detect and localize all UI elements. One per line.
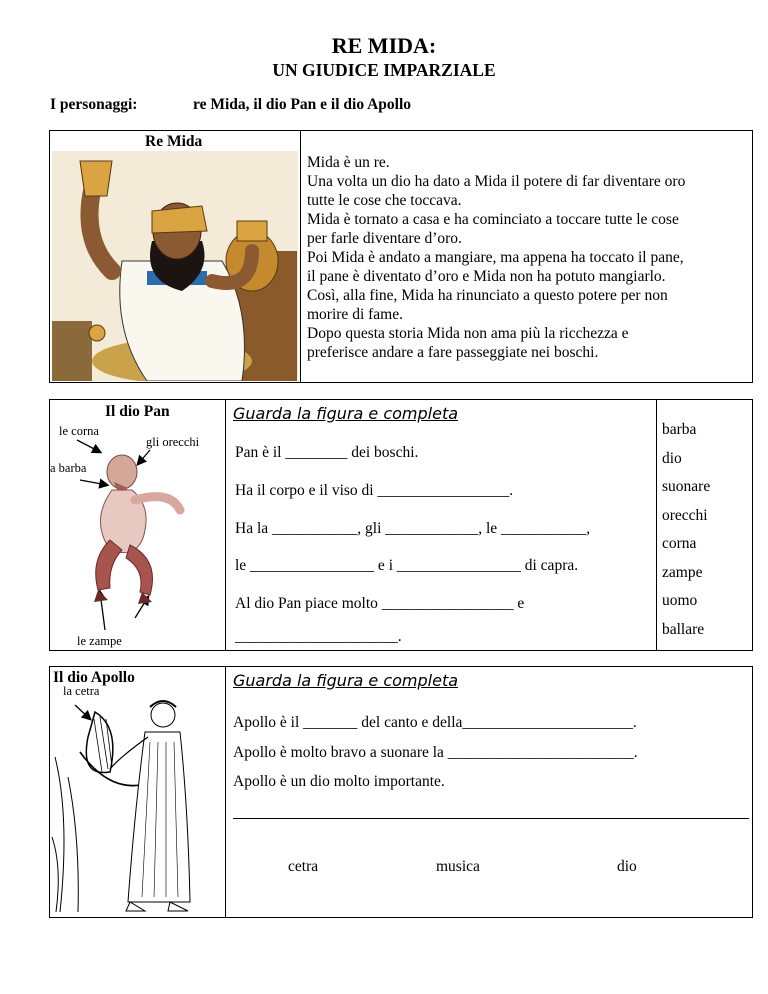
pan-illustration	[50, 420, 225, 650]
apollo-title: Il dio Apollo	[53, 669, 135, 686]
apollo-instruction: Guarda la figura e completa	[233, 671, 459, 690]
apollo-sentence: Apollo è un dio molto importante.	[233, 773, 445, 790]
king-midas-illustration	[52, 151, 298, 381]
apollo-word-option: dio	[617, 858, 637, 875]
pan-sentence: Pan è il ________ dei boschi.	[235, 444, 419, 461]
mida-title: Re Mida	[145, 133, 203, 150]
mida-story-line: per farle diventare d’oro.	[307, 230, 462, 247]
pan-sentence: Al dio Pan piace molto _________________ e	[235, 595, 525, 612]
word-option: suonare	[662, 478, 711, 495]
mida-story-line: Così, alla fine, Mida ha rinunciato a questo potere per non	[307, 287, 668, 304]
apollo-answer-line	[233, 818, 749, 819]
label-beard: a barba	[50, 461, 87, 475]
apollo-word-option: musica	[436, 858, 480, 875]
pan-section	[49, 399, 753, 651]
mida-story-line: Dopo questa storia Mida non ama più la ricchezza e	[307, 325, 629, 342]
word-option: dio	[662, 449, 682, 467]
mida-section	[49, 130, 753, 383]
label-horns: le corna	[59, 424, 99, 438]
mida-story-line: preferisce andare a fare passeggiate nei boschi.	[307, 344, 599, 361]
apollo-word-option: cetra	[288, 858, 319, 875]
pan-sentence: Ha il corpo e il viso di _________________.	[235, 482, 514, 499]
word-option: barba	[662, 421, 697, 438]
apollo-sentence: Apollo è il _______ del canto e della______________________.	[233, 714, 637, 731]
pan-divider-left	[225, 400, 226, 650]
label-legs: le zampe	[77, 634, 122, 648]
mida-story-line: il pane è diventato d’oro e Mida non ha potuto mangiarlo.	[307, 268, 666, 285]
pan-sentence: le ________________ e i ________________ di capra.	[235, 557, 579, 574]
pan-divider-right	[656, 400, 657, 650]
mida-divider	[300, 131, 301, 382]
mida-story-line: tutte le cose che toccava.	[307, 192, 462, 209]
apollo-section	[49, 666, 753, 918]
word-option: ballare	[662, 620, 705, 638]
word-option: zampe	[662, 563, 703, 581]
word-option: uomo	[662, 592, 698, 609]
label-ears: gli orecchi	[146, 435, 200, 449]
page-title: RE MIDA:	[331, 33, 437, 58]
pan-sentence: _____________________.	[235, 628, 402, 645]
apollo-sentence: Apollo è molto bravo a suonare la ________________________.	[233, 744, 638, 761]
mida-story-line: morire di fame.	[307, 306, 403, 323]
pan-instruction: Guarda la figura e completa	[233, 404, 459, 423]
mida-story-line: Poi Mida è andato a mangiare, ma appena ha toccato il pane,	[307, 249, 684, 266]
pan-title: Il dio Pan	[105, 403, 170, 420]
apollo-illustration	[50, 697, 225, 917]
pan-sentence: Ha la ___________, gli ____________, le ___________,	[235, 520, 591, 537]
characters-value: re Mida, il dio Pan e il dio Apollo	[193, 96, 412, 113]
page-subtitle: UN GIUDICE IMPARZIALE	[272, 60, 496, 80]
label-lyre: la cetra	[63, 684, 100, 698]
apollo-divider	[225, 667, 226, 917]
word-option: orecchi	[662, 506, 708, 524]
mida-story	[307, 153, 685, 362]
word-option: corna	[662, 535, 697, 552]
mida-story-line: Mida è un re.	[307, 154, 390, 171]
mida-story-line: Mida è tornato a casa e ha cominciato a toccare tutte le cose	[307, 211, 679, 228]
pan-word-list	[662, 421, 710, 649]
mida-story-line: Una volta un dio ha dato a Mida il potere di far diventare oro	[307, 173, 686, 190]
characters-label: I personaggi:	[50, 96, 138, 113]
